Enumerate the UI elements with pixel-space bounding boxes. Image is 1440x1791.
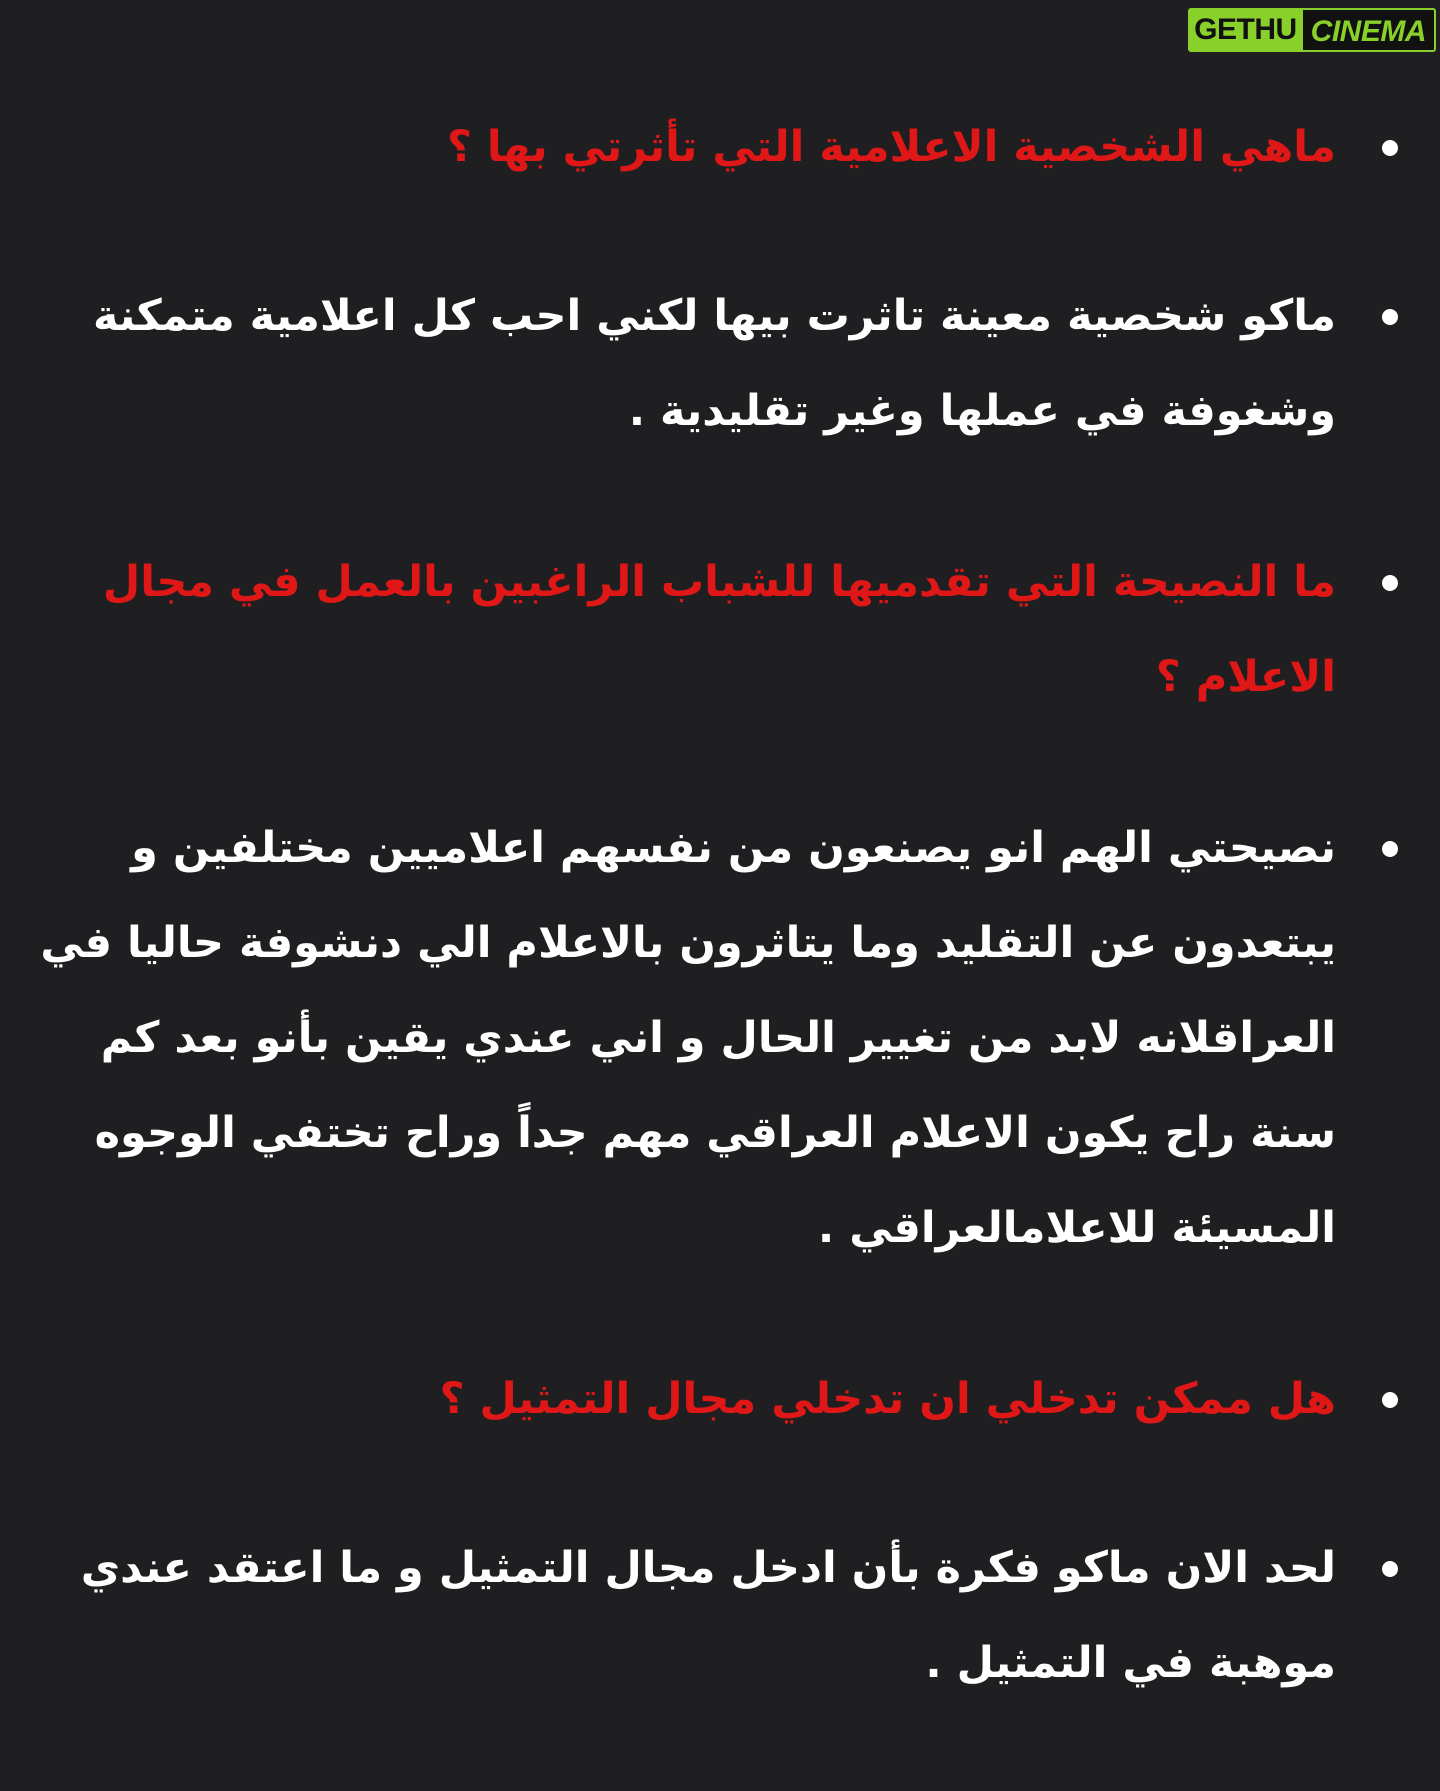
answer-text: نصيحتي الهم انو يصنعون من نفسهم اعلاميين مختلفين و يبتعدون عن التقليد وما يتاثرون بالاعلام الي دنشوفة حاليا في العراقلانه لابد من تغيير الحال و اني عندي يقين بأنو بعد كم سنة راح يكون الاعلام العراقي مهم جداً وراح تختفي الوجوه المسيئة للاعلامالعراقي . — [40, 823, 1336, 1253]
answer-text: لحد الان ماكو فكرة بأن ادخل مجال التمثيل و ما اعتقد عندي موهبة في التمثيل . — [80, 1543, 1336, 1688]
question-item — [0, 100, 1440, 195]
bullet-icon — [1382, 575, 1398, 591]
answer-item — [0, 801, 1440, 1276]
watermark-right: CINEMA — [1303, 8, 1436, 52]
question-item — [0, 535, 1440, 725]
question-text: ما النصيحة التي تقدميها للشباب الراغبين بالعمل في مجال الاعلام ؟ — [102, 557, 1336, 702]
bullet-icon — [1382, 140, 1398, 156]
answer-item — [0, 1521, 1440, 1711]
bullet-icon — [1382, 841, 1398, 857]
watermark-left: GETHU — [1188, 8, 1303, 52]
question-item — [0, 1352, 1440, 1447]
question-text: ماهي الشخصية الاعلامية التي تأثرتي بها ؟ — [447, 122, 1336, 172]
bullet-icon — [1382, 1561, 1398, 1577]
bullet-icon — [1382, 309, 1398, 325]
question-text: هل ممكن تدخلي ان تدخلي مجال التمثيل ؟ — [439, 1374, 1336, 1424]
watermark-logo — [1188, 8, 1436, 52]
qa-list — [0, 100, 1440, 1711]
answer-item — [0, 269, 1440, 459]
answer-text: ماكو شخصية معينة تاثرت بيها لكني احب كل اعلامية متمكنة وشغوفة في عملها وغير تقليدية . — [93, 291, 1336, 436]
bullet-icon — [1382, 1392, 1398, 1408]
